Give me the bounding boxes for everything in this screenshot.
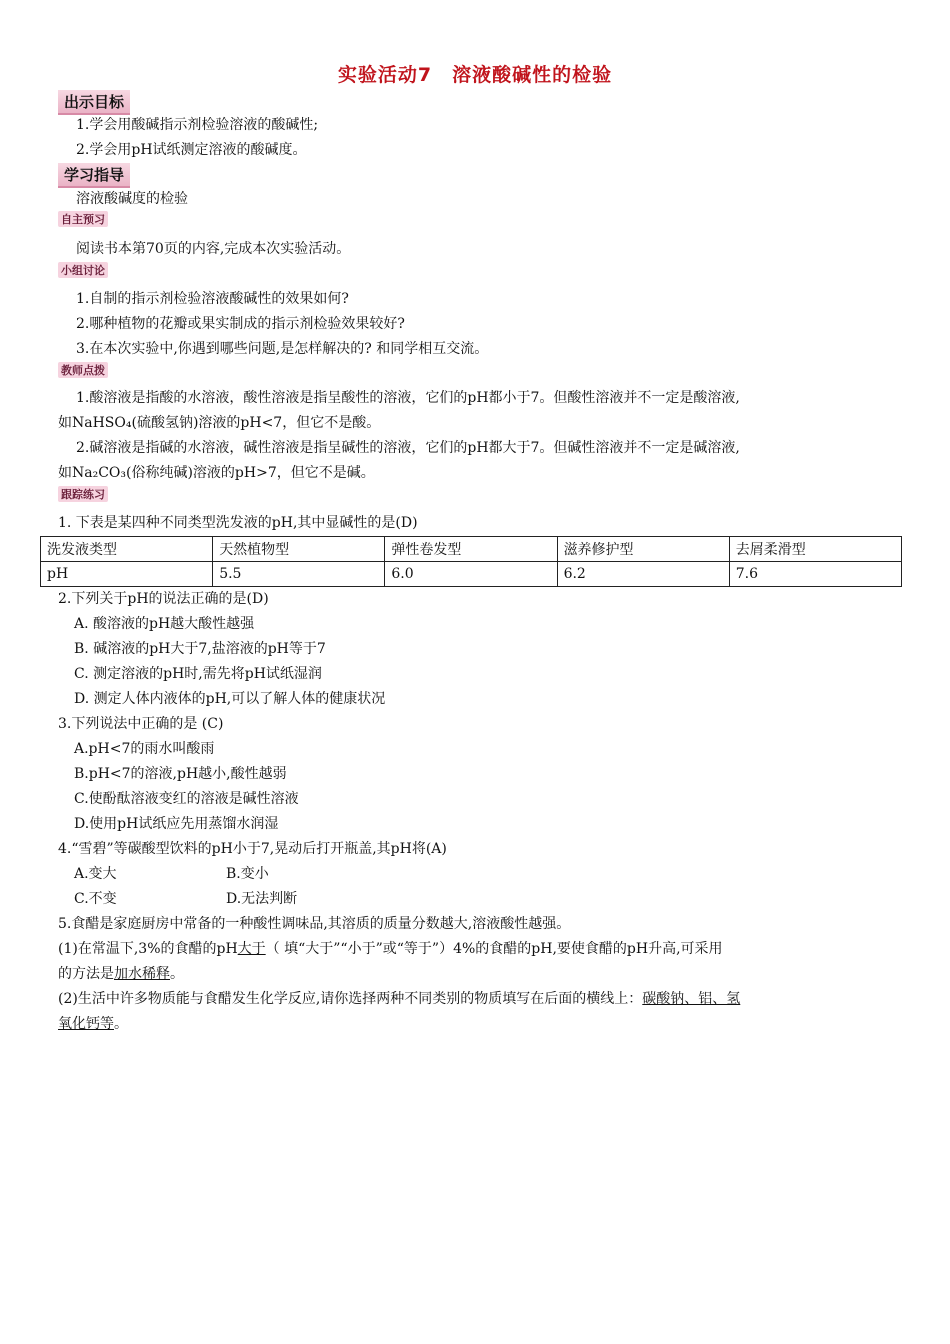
- q4-option-a: A.变大: [74, 866, 117, 882]
- q1-stem: 1. 下表是某四种不同类型洗发液的pH,其中显碱性的是(D): [58, 515, 418, 531]
- shampoo-ph-table: [40, 536, 902, 587]
- q4-option-d: D.无法判断: [226, 891, 298, 907]
- q5-text: 。: [170, 966, 184, 982]
- q3-option-b: B.pH<7的溶液,pH越小,酸性越弱: [74, 766, 287, 782]
- q2-option-a: A. 酸溶液的pH越大酸性越强: [74, 616, 255, 632]
- q5-text: (1)在常温下,3%的食醋的pH: [58, 941, 238, 957]
- q5-answer-2: 加水稀释: [114, 966, 170, 982]
- goal-2: 2.学会用pH试纸测定溶液的酸碱度。: [76, 142, 307, 158]
- q5-part1-line2: [58, 965, 184, 983]
- teacher-2b: 如Na₂CO₃(俗称纯碱)溶液的pH>7，但它不是碱。: [58, 465, 375, 481]
- q2-stem: 2.下列关于pH的说法正确的是(D): [58, 591, 269, 607]
- section-goals: 出示目标: [58, 90, 130, 115]
- table-cell: 弹性卷发型: [385, 537, 557, 562]
- q5-answer-1: 大于: [237, 941, 266, 957]
- q5-part1-line1: [58, 940, 723, 958]
- table-cell: 天然植物型: [213, 537, 385, 562]
- guide-topic: 溶液酸碱度的检验: [76, 191, 188, 207]
- discussion-2: 2.哪种植物的花瓣或果实制成的指示剂检验效果较好?: [76, 316, 405, 332]
- q5-part2-line2: [58, 1015, 128, 1033]
- tag-practice: 跟踪练习: [58, 486, 108, 502]
- goal-1: 1.学会用酸碱指示剂检验溶液的酸碱性;: [76, 117, 319, 133]
- table-cell: pH: [41, 562, 213, 587]
- q3-option-a: A.pH<7的雨水叫酸雨: [74, 741, 215, 757]
- section-guide: 学习指导: [58, 163, 130, 188]
- q5-text: 的方法是: [58, 966, 114, 982]
- q3-option-d: D.使用pH试纸应先用蒸馏水润湿: [74, 816, 279, 832]
- q5-text: 。: [114, 1016, 128, 1032]
- q3-stem: 3.下列说法中正确的是 (C): [58, 716, 224, 732]
- q4-option-c: C.不变: [74, 891, 117, 907]
- teacher-1a: 1.酸溶液是指酸的水溶液，酸性溶液是指呈酸性的溶液，它们的pH都小于7。但酸性溶液并不一定是酸溶液,: [76, 390, 740, 406]
- discussion-1: 1.自制的指示剂检验溶液酸碱性的效果如何?: [76, 291, 349, 307]
- q5-part2-line1: [58, 990, 740, 1008]
- table-cell: 滋养修护型: [557, 537, 729, 562]
- tag-discussion: 小组讨论: [58, 262, 108, 278]
- tag-preview: 自主预习: [58, 211, 108, 227]
- q2-option-d: D. 测定人体内液体的pH,可以了解人体的健康状况: [74, 691, 386, 707]
- q4-option-b: B.变小: [226, 866, 269, 882]
- q2-option-c: C. 测定溶液的pH时,需先将pH试纸湿润: [74, 666, 322, 682]
- discussion-3: 3.在本次实验中,你遇到哪些问题,是怎样解决的? 和同学相互交流。: [76, 341, 489, 357]
- q2-option-b: B. 碱溶液的pH大于7,盐溶液的pH等于7: [74, 641, 326, 657]
- teacher-1b: 如NaHSO₄(硫酸氢钠)溶液的pH<7，但它不是酸。: [58, 415, 381, 431]
- q5-text: （ 填“大于”“小于”或“等于”）4%的食醋的pH,要使食醋的pH升高,可采用: [265, 941, 723, 957]
- q3-option-c: C.使酚酞溶液变红的溶液是碱性溶液: [74, 791, 299, 807]
- table-cell: 去屑柔滑型: [729, 537, 901, 562]
- table-cell: 7.6: [729, 562, 901, 587]
- q5-text: (2)生活中许多物质能与食醋发生化学反应,请你选择两种不同类别的物质填写在后面的横线上：: [58, 991, 643, 1007]
- table-cell: 6.2: [557, 562, 729, 587]
- table-cell: 6.0: [385, 562, 557, 587]
- q5-stem: 5.食醋是家庭厨房中常备的一种酸性调味品,其溶质的质量分数越大,溶液酸性越强。: [58, 916, 571, 932]
- teacher-2a: 2.碱溶液是指碱的水溶液，碱性溶液是指呈碱性的溶液，它们的pH都大于7。但碱性溶液并不一定是碱溶液,: [76, 440, 740, 456]
- table-row-header: [41, 537, 902, 562]
- table-cell: 洗发液类型: [41, 537, 213, 562]
- q4-stem: 4.“雪碧”等碳酸型饮料的pH小于7,晃动后打开瓶盖,其pH将(A): [58, 841, 447, 857]
- table-row: [41, 562, 902, 587]
- q5-answer-4: 氧化钙等: [58, 1016, 114, 1032]
- preview-text: 阅读书本第70页的内容,完成本次实验活动。: [76, 241, 351, 257]
- tag-teacher: 教师点拨: [58, 362, 108, 378]
- q5-answer-3: 碳酸钠、铝、氢: [642, 991, 741, 1007]
- table-cell: 5.5: [213, 562, 385, 587]
- page-title: 实验活动7 溶液酸碱性的检验: [337, 64, 613, 86]
